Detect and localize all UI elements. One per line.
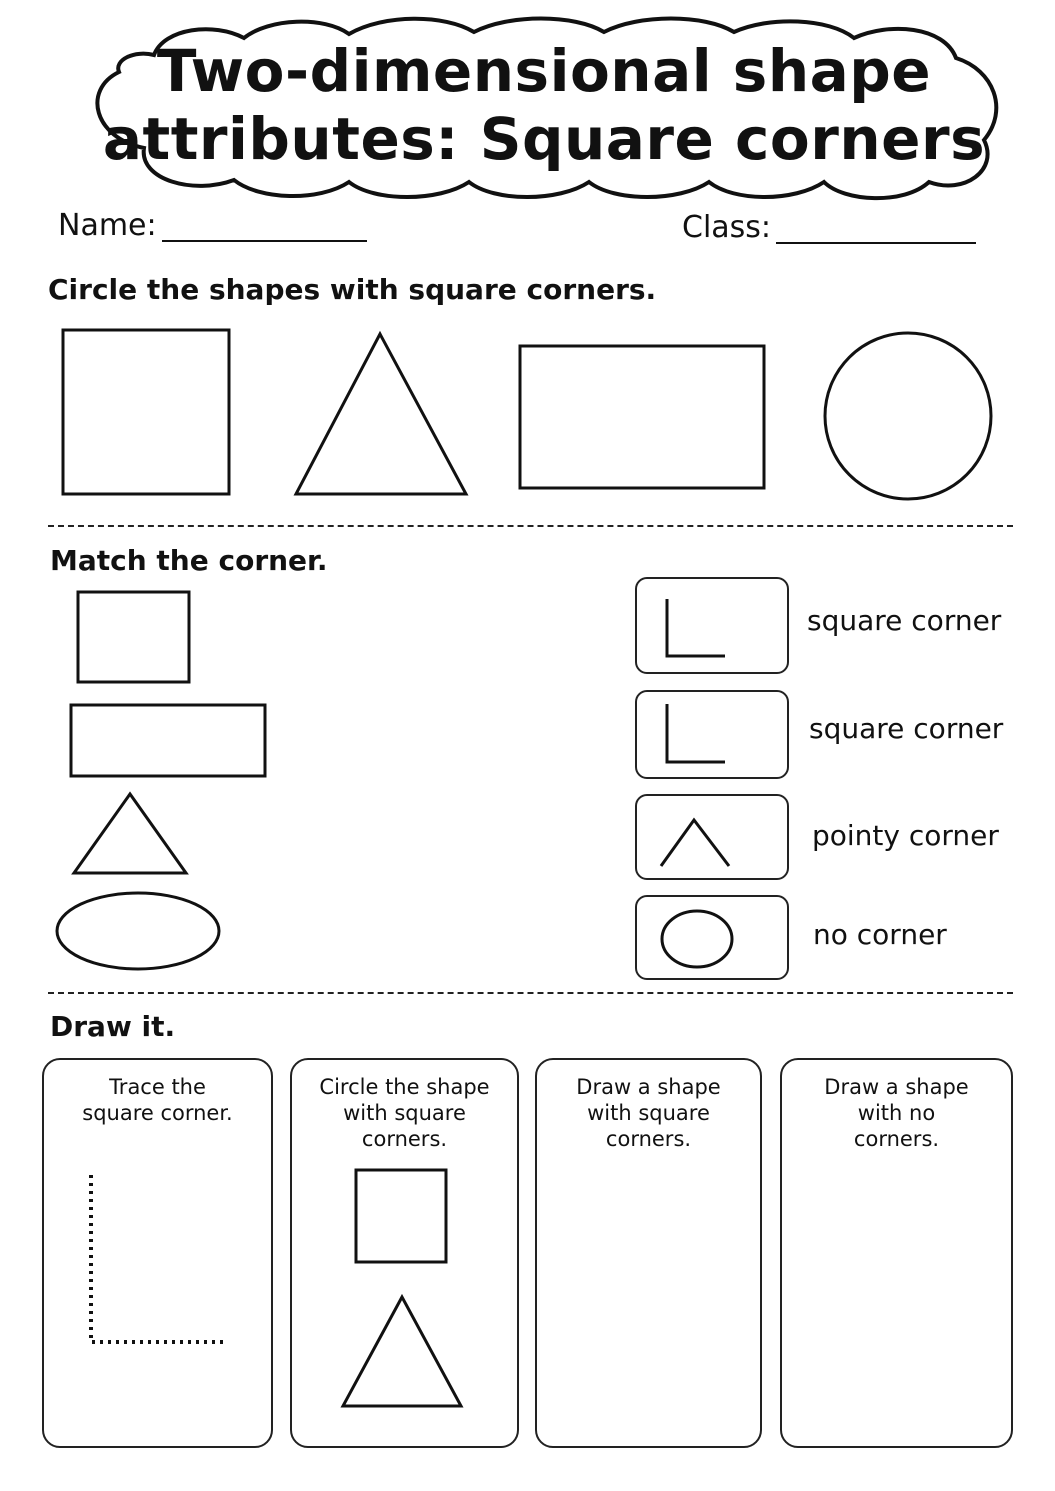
match-option-label: no corner xyxy=(813,918,947,951)
name-label: Name: xyxy=(58,208,157,243)
class-field[interactable] xyxy=(776,242,976,244)
section1-heading: Circle the shapes with square corners. xyxy=(48,273,657,306)
section-divider xyxy=(48,525,1013,527)
shape-square[interactable] xyxy=(63,330,229,494)
section-divider xyxy=(48,992,1013,994)
match-option-square-corner[interactable] xyxy=(635,690,789,779)
draw-box-instruction: Draw a shape with square corners. xyxy=(576,1075,721,1151)
draw-shape-triangle[interactable] xyxy=(343,1297,461,1406)
no-corner-icon xyxy=(637,897,791,982)
pointy-corner-icon xyxy=(637,796,791,882)
draw-box-shapes xyxy=(292,1060,521,1450)
match-shape-triangle[interactable] xyxy=(74,794,186,873)
shape-triangle[interactable] xyxy=(296,334,466,494)
class-label: Class: xyxy=(682,210,772,245)
page-title-line2: attributes: Square corners xyxy=(102,105,986,173)
match-option-label: square corner xyxy=(807,604,1002,637)
draw-box-circle-shape[interactable] xyxy=(290,1058,519,1448)
draw-shape-square[interactable] xyxy=(356,1170,446,1262)
match-option-square-corner[interactable] xyxy=(635,577,789,674)
shape-rectangle[interactable] xyxy=(520,346,764,488)
match-shape-rectangle[interactable] xyxy=(71,705,265,776)
match-option-no-corner[interactable] xyxy=(635,895,789,980)
shape-circle[interactable] xyxy=(825,333,991,499)
section1-shapes xyxy=(0,320,1055,510)
match-left-shapes xyxy=(0,585,300,975)
draw-box-trace[interactable] xyxy=(42,1058,273,1448)
dotted-corner-guide xyxy=(44,1060,275,1450)
match-option-label: pointy corner xyxy=(812,819,999,852)
name-field[interactable] xyxy=(162,240,367,242)
match-shape-oval[interactable] xyxy=(57,893,219,969)
match-option-label: square corner xyxy=(809,712,1004,745)
draw-box-instruction: Trace the square corner. xyxy=(82,1075,233,1125)
draw-box-instruction: Circle the shape with square corners. xyxy=(319,1075,490,1151)
section3-heading: Draw it. xyxy=(50,1010,176,1043)
draw-box-no-corners[interactable] xyxy=(780,1058,1013,1448)
square-corner-icon xyxy=(637,579,791,676)
draw-box-square-corners[interactable] xyxy=(535,1058,762,1448)
match-shape-square[interactable] xyxy=(78,592,189,682)
section2-heading: Match the corner. xyxy=(50,544,328,577)
page-title-line1: Two-dimensional shape xyxy=(156,37,932,105)
square-corner-icon xyxy=(637,692,791,781)
match-option-pointy-corner[interactable] xyxy=(635,794,789,880)
draw-box-instruction: Draw a shape with no corners. xyxy=(824,1075,969,1151)
